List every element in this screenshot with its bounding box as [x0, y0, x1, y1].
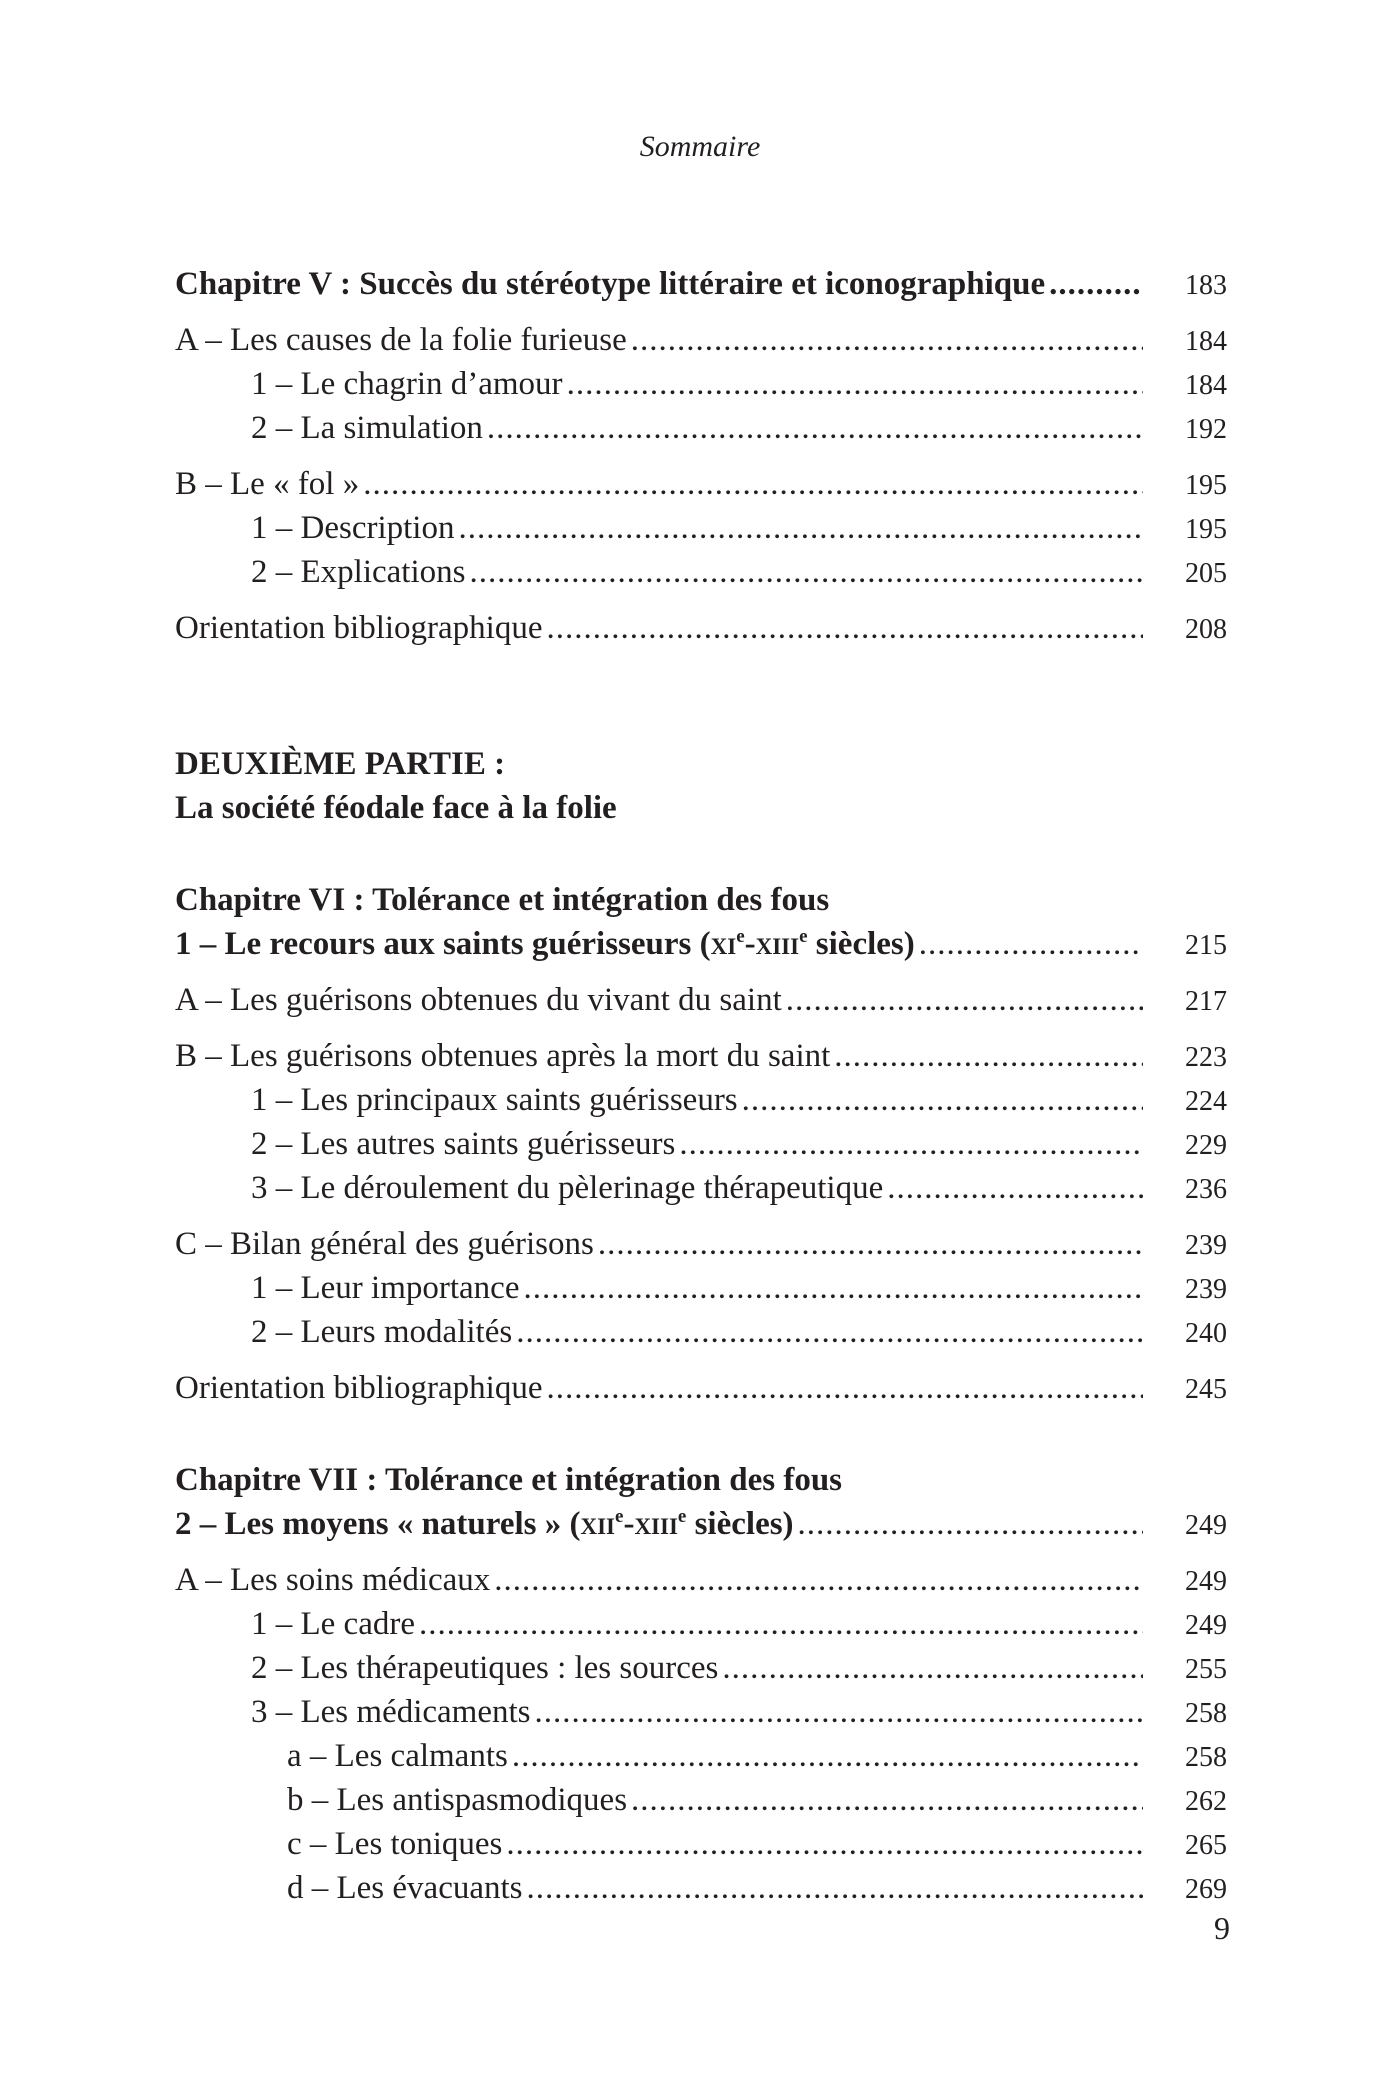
toc-entry[interactable]	[175, 1734, 1227, 1778]
entry-label: 1 – Les principaux saints guérisseurs	[251, 1082, 738, 1118]
chapter-6-heading: Chapitre VI : Tolérance et intégration des fous	[175, 882, 830, 918]
dot-leader	[919, 922, 1143, 966]
page-number: 224	[1185, 1086, 1227, 1117]
page-number: 208	[1185, 614, 1227, 645]
page-number: 249	[1185, 1610, 1227, 1641]
toc-entry[interactable]	[175, 1034, 1227, 1078]
dot-leader	[458, 506, 1143, 550]
dot-leader	[631, 318, 1143, 362]
dot-leader	[887, 1166, 1143, 1210]
page-number: 239	[1185, 1274, 1227, 1305]
entry-label: d – Les évacuants	[287, 1870, 523, 1906]
century-xiii: xiii	[755, 926, 800, 962]
century-xii: xii	[580, 1506, 615, 1542]
dot-leader	[494, 1558, 1143, 1602]
dash: -	[623, 1506, 635, 1542]
entry-label: 2 – Leurs modalités	[251, 1314, 513, 1350]
toc-entry-chapter-7[interactable]	[175, 1502, 1227, 1546]
entry-label-text: 2 – Les moyens « naturels » (	[175, 1506, 581, 1542]
page-number: 249	[1185, 1566, 1227, 1597]
page-number: 195	[1185, 470, 1227, 501]
dot-leader	[527, 1866, 1144, 1910]
page-number: 184	[1185, 370, 1227, 401]
toc-entry[interactable]	[175, 1602, 1227, 1646]
entry-label: Chapitre V : Succès du stéréotype littéraire et iconographique	[175, 266, 1046, 302]
page-number: 258	[1185, 1742, 1227, 1773]
entry-label: 2 – Les thérapeutiques : les sources	[251, 1650, 719, 1686]
dot-leader	[1049, 262, 1143, 306]
toc-entry[interactable]	[175, 1646, 1227, 1690]
page-number: 229	[1185, 1130, 1227, 1161]
toc-entry-chapter-6[interactable]	[175, 922, 1227, 966]
page-number: 262	[1185, 1786, 1227, 1817]
toc-entry[interactable]	[175, 1558, 1227, 1602]
dot-leader	[512, 1734, 1143, 1778]
dot-leader	[631, 1778, 1143, 1822]
dot-leader	[547, 606, 1144, 650]
dot-leader	[523, 1266, 1143, 1310]
page-number: 192	[1185, 414, 1227, 445]
entry-label: 2 – La simulation	[251, 410, 483, 446]
toc-entry[interactable]	[175, 462, 1227, 506]
page-number: 258	[1185, 1698, 1227, 1729]
toc-entry-chapter-5[interactable]	[175, 262, 1227, 306]
dot-leader	[742, 1078, 1143, 1122]
dot-leader	[535, 1690, 1143, 1734]
page-number: 183	[1185, 270, 1227, 301]
dot-leader	[363, 462, 1143, 506]
toc-entry-bibliography[interactable]	[175, 606, 1227, 650]
entry-label	[175, 1502, 794, 1546]
toc-entry[interactable]	[175, 1122, 1227, 1166]
entry-label: B – Le « fol »	[175, 466, 360, 502]
dot-leader	[516, 1310, 1143, 1354]
entry-label: b – Les antispasmodiques	[287, 1782, 628, 1818]
dot-leader	[679, 1122, 1143, 1166]
page-number: 269	[1185, 1874, 1227, 1905]
superscript: e	[799, 926, 808, 947]
toc-entry[interactable]	[175, 506, 1227, 550]
dot-leader	[547, 1366, 1144, 1410]
page-number: 239	[1185, 1230, 1227, 1261]
toc-entry[interactable]	[175, 318, 1227, 362]
dot-leader	[487, 406, 1143, 450]
superscript: e	[736, 926, 745, 947]
dot-leader	[786, 978, 1143, 1022]
dot-leader	[469, 550, 1143, 594]
page-folio: 9	[1214, 1910, 1230, 1946]
entry-label: 1 – Le chagrin d’amour	[251, 366, 563, 402]
toc-entry[interactable]	[175, 362, 1227, 406]
toc-entry[interactable]	[175, 406, 1227, 450]
entry-label-text: siècles)	[686, 1506, 794, 1542]
toc-entry[interactable]	[175, 1690, 1227, 1734]
dot-leader	[567, 362, 1143, 406]
entry-label: 1 – Description	[251, 510, 455, 546]
toc-entry[interactable]	[175, 1266, 1227, 1310]
entry-label: A – Les guérisons obtenues du vivant du saint	[175, 982, 782, 1018]
entry-label: 2 – Explications	[251, 554, 466, 590]
entry-label: B – Les guérisons obtenues après la mort du saint	[175, 1038, 831, 1074]
page-number: 240	[1185, 1318, 1227, 1349]
superscript: e	[615, 1506, 624, 1527]
toc-entry[interactable]	[175, 1866, 1227, 1910]
entry-label: A – Les causes de la folie furieuse	[175, 322, 627, 358]
entry-label: 2 – Les autres saints guérisseurs	[251, 1126, 676, 1162]
page-number: 217	[1185, 986, 1227, 1017]
toc-entry[interactable]	[175, 550, 1227, 594]
page-number: 249	[1185, 1510, 1227, 1541]
superscript: e	[677, 1506, 687, 1527]
running-head: Sommaire	[639, 130, 761, 163]
century-xi: xi	[710, 926, 737, 962]
toc-entry[interactable]	[175, 1822, 1227, 1866]
page-number: 265	[1185, 1830, 1227, 1861]
dash: -	[744, 926, 756, 962]
entry-label: Orientation bibliographique	[175, 1370, 543, 1406]
page-number: 255	[1185, 1654, 1227, 1685]
page-number: 236	[1185, 1174, 1227, 1205]
dot-leader	[834, 1034, 1143, 1078]
part-subtitle: La société féodale face à la folie	[175, 790, 617, 826]
entry-label: A – Les soins médicaux	[175, 1562, 491, 1598]
dot-leader	[506, 1822, 1143, 1866]
table-of-contents	[175, 262, 1227, 1910]
page-number: 223	[1185, 1042, 1227, 1073]
chapter-7-heading: Chapitre VII : Tolérance et intégration des fous	[175, 1462, 843, 1498]
entry-label-text: 1 – Le recours aux saints guérisseurs (	[175, 926, 711, 962]
dot-leader	[722, 1646, 1143, 1690]
toc-entry-bibliography[interactable]	[175, 1366, 1227, 1410]
page-number: 195	[1185, 514, 1227, 545]
page-number: 184	[1185, 326, 1227, 357]
entry-label: Orientation bibliographique	[175, 610, 543, 646]
dot-leader	[598, 1222, 1143, 1266]
entry-label: 3 – Le déroulement du pèlerinage thérapeutique	[251, 1170, 884, 1206]
toc-entry[interactable]	[175, 1310, 1227, 1354]
entry-label: C – Bilan général des guérisons	[175, 1226, 594, 1262]
page-number: 205	[1185, 558, 1227, 589]
toc-entry[interactable]	[175, 1222, 1227, 1266]
part-heading: DEUXIÈME PARTIE :	[175, 746, 506, 782]
entry-label-text: siècles)	[807, 926, 915, 962]
entry-label: a – Les calmants	[287, 1738, 508, 1774]
page-number: 215	[1185, 930, 1227, 961]
dot-leader	[798, 1502, 1143, 1546]
toc-entry[interactable]	[175, 1078, 1227, 1122]
century-xiii: xiii	[634, 1506, 678, 1542]
page-number: 245	[1185, 1374, 1227, 1405]
toc-entry[interactable]	[175, 978, 1227, 1022]
entry-label: 1 – Leur importance	[251, 1270, 520, 1306]
entry-label: c – Les toniques	[287, 1826, 503, 1862]
toc-entry[interactable]	[175, 1778, 1227, 1822]
toc-entry[interactable]	[175, 1166, 1227, 1210]
entry-label: 1 – Le cadre	[251, 1606, 415, 1642]
entry-label: 3 – Les médicaments	[251, 1694, 531, 1730]
entry-label	[175, 922, 915, 966]
dot-leader	[419, 1602, 1143, 1646]
